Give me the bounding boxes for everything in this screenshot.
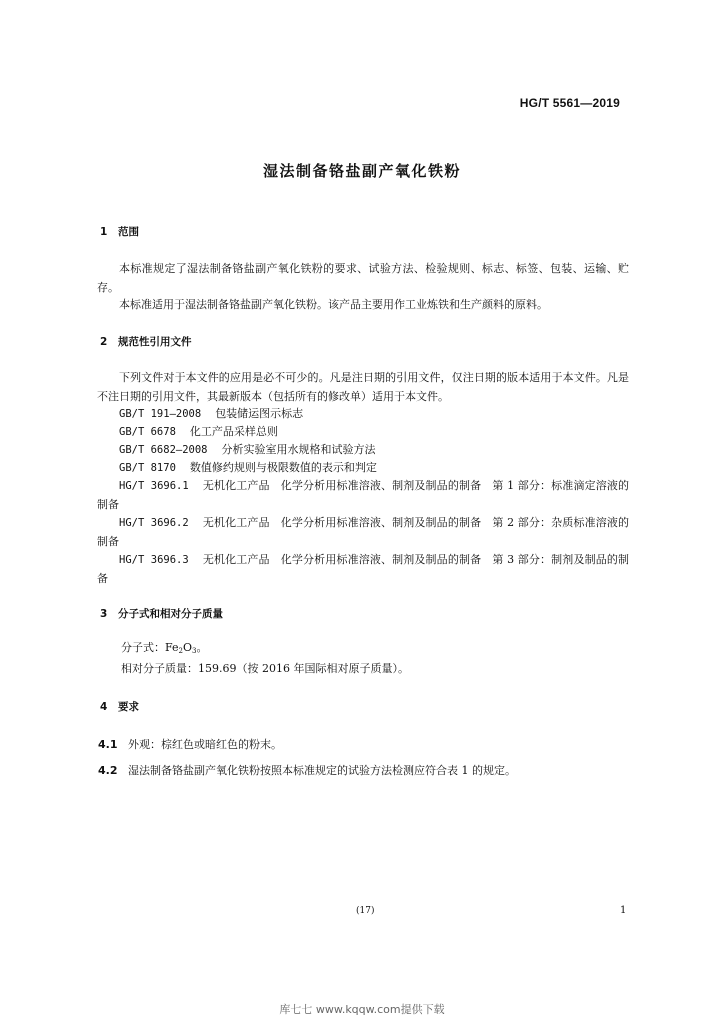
- reference-item: [97, 405, 629, 424]
- clause-number: 4.2: [98, 764, 118, 777]
- reference-title: 无机化工产品 化学分析用标准溶液、制剂及制品的制备 第 1 部分：标准滴定溶液的制备: [97, 479, 629, 511]
- section-number: 1: [100, 226, 108, 238]
- reference-code: GB/T 191—2008: [119, 408, 202, 420]
- reference-title: 包装储运图示标志: [215, 407, 304, 420]
- reference-item: [97, 441, 629, 460]
- reference-item: [97, 477, 629, 514]
- reference-title: 数值修约规则与极限数值的表示和判定: [189, 461, 377, 474]
- reference-title: 分析实验室用水规格和试验方法: [221, 443, 376, 456]
- section-title: 规范性引用文件: [118, 336, 192, 348]
- clause-4-1: [98, 736, 282, 752]
- reference-code: GB/T 6678: [119, 426, 176, 438]
- reference-item: [97, 551, 629, 588]
- clause-number: 4.1: [98, 738, 118, 751]
- references-intro: 下列文件对于本文件的应用是必不可少的。凡是注日期的引用文件，仅注日期的版本适用于本文件。凡是不注日期的引用文件，其最新版本（包括所有的修改单）适用于本文件。: [97, 371, 629, 403]
- reference-title: 无机化工产品 化学分析用标准溶液、制剂及制品的制备 第 2 部分：杂质标准溶液的制备: [97, 516, 629, 548]
- section-number: 2: [100, 336, 108, 348]
- reference-title: 化工产品采样总则: [189, 425, 278, 438]
- formula-end: 。: [196, 641, 208, 654]
- molecular-formula: [121, 639, 208, 660]
- reference-code: HG/T 3696.2: [119, 517, 189, 529]
- section-number: 3: [100, 608, 108, 620]
- section-title: 分子式和相对分子质量: [118, 608, 223, 620]
- reference-item: [97, 459, 629, 478]
- section-number: 4: [100, 701, 108, 713]
- formula-subscript-fe: 2: [178, 647, 184, 655]
- page-number-center: (17): [356, 906, 375, 916]
- formula-element-fe: Fe: [165, 641, 179, 654]
- clause-text: 外观：棕红色或暗红色的粉末。: [128, 738, 282, 751]
- reference-code: HG/T 3696.3: [119, 554, 189, 566]
- scope-paragraph-1: 本标准规定了湿法制备铬盐副产氧化铁粉的要求、试验方法、检验规则、标志、标签、包装、运输、贮存。: [97, 262, 629, 294]
- section-title: 范围: [118, 226, 139, 238]
- reference-item: [97, 423, 629, 442]
- scope-paragraph-2: 本标准适用于湿法制备铬盐副产氧化铁粉。该产品主要用作工业炼铁和生产颜料的原料。: [119, 298, 548, 311]
- section-1-heading: [100, 224, 139, 239]
- section-4-heading: [100, 699, 139, 714]
- reference-code: GB/T 6682—2008: [119, 444, 208, 456]
- reference-code: HG/T 3696.1: [119, 480, 189, 492]
- section-title: 要求: [118, 701, 139, 713]
- formula-subscript-o: 3: [192, 647, 197, 655]
- relative-molecular-mass: 相对分子质量：159.69（按 2016 年国际相对原子质量）。: [121, 662, 409, 675]
- clause-4-2: [98, 762, 516, 778]
- page-number-right: 1: [620, 905, 627, 916]
- section-3-heading: [100, 606, 223, 621]
- clause-text: 湿法制备铬盐副产氧化铁粉按照本标准规定的试验方法检测应符合表 1 的规定。: [128, 764, 516, 777]
- section-2-heading: [100, 334, 192, 349]
- reference-title: 无机化工产品 化学分析用标准溶液、制剂及制品的制备 第 3 部分：制剂及制品的制备: [97, 553, 629, 585]
- reference-code: GB/T 8170: [119, 462, 176, 474]
- formula-element-o: O: [183, 641, 193, 654]
- standard-code: HG/T 5561—2019: [519, 96, 620, 110]
- reference-item: [97, 514, 629, 551]
- footer-watermark: 库七七 www.kqqw.com提供下载: [279, 1003, 445, 1016]
- formula-label: 分子式：: [121, 641, 165, 654]
- document-title: 湿法制备铬盐副产氧化铁粉: [262, 162, 461, 180]
